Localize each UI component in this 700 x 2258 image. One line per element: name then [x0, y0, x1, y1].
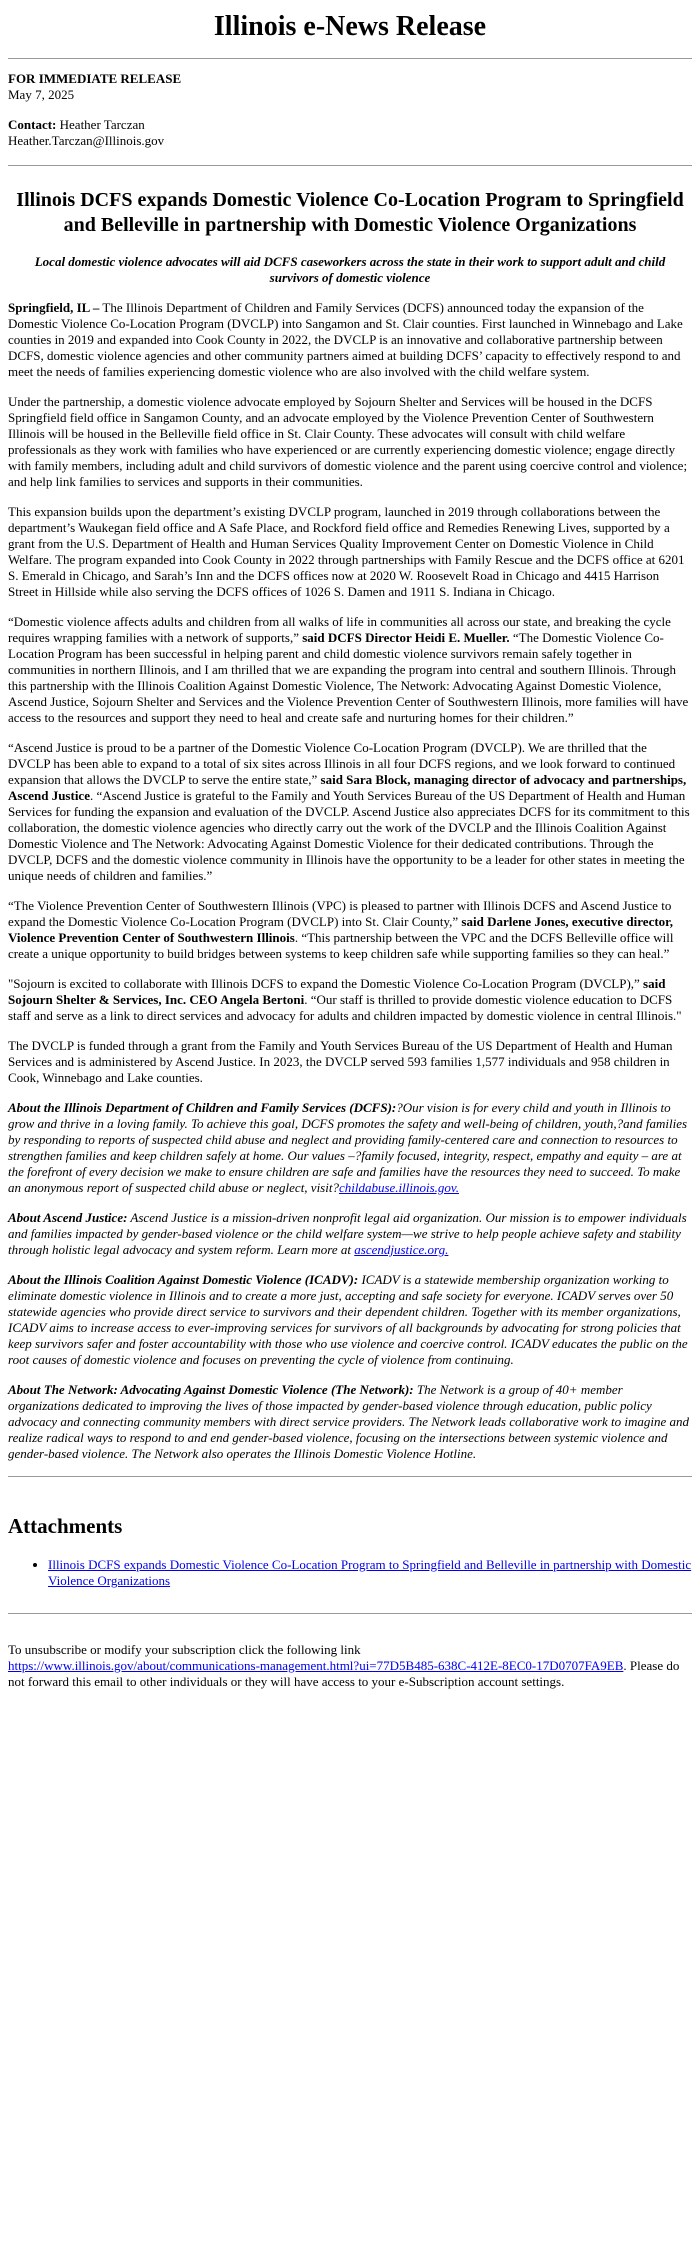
attachments-list — [8, 1557, 692, 1589]
paragraph-intro — [8, 300, 692, 380]
about-icadv-text: ICADV is a statewide membership organization working to eliminate domestic violence in Illinois and to create a more just, accepting and safe society for everyone. ICADV serves over 50 statewide agencies who provide direct service to survivors and their dependent children. Together with its member organizations, ICADV aims to increase access to ever-improving services for survivors of all backgrounds by advocating for strong policies that keep survivors safer and foster accountability with those who use violence and coercive control. ICADV educates the public on the root causes of domestic violence and focuses on preventing the cycle of violence from continuing. — [8, 1272, 688, 1367]
about-network-text: The Network is a group of 40+ member organizations dedicated to improving the lives of those impacted by gender-based violence through education, public policy advocacy and connecting community members with direct service providers. The Network leads collaborative work to imagine and realize radical ways to respond to and end gender-based violence, focusing on the intersections between systemic violence and gender-based violence. The Network also operates the Illinois Domestic Violence Hotline. — [8, 1382, 690, 1461]
footer-divider — [8, 1613, 692, 1614]
contact-block — [8, 117, 692, 149]
about-icadv — [8, 1272, 692, 1368]
quote-bertoni-a: "Sojourn is excited to collaborate with Illinois DCFS to expand the Domestic Violence Co-Location Program (DVCLP),” — [8, 976, 644, 991]
quote-bertoni-c: . “Our staff is thrilled to provide domestic violence education to DCFS staff and serve as a link to direct services and advocacy for adults and children impacted by domestic violence in central Illinois." — [8, 992, 682, 1023]
about-ascend-label: About Ascend Justice: — [8, 1210, 128, 1225]
paragraph-quote-mueller — [8, 614, 692, 726]
about-icadv-label: About the Illinois Coalition Against Domestic Violence (ICADV): — [8, 1272, 359, 1287]
about-network-label: About The Network: Advocating Against Domestic Violence (The Network): — [8, 1382, 414, 1397]
attachment-link[interactable]: Illinois DCFS expands Domestic Violence Co-Location Program to Springfield and Belleville in partnership with Domestic Violence Organizations — [48, 1557, 692, 1588]
unsubscribe-intro: To unsubscribe or modify your subscription click the following link — [8, 1642, 361, 1657]
about-dcfs-label: About the Illinois Department of Children and Family Services (DCFS): — [8, 1100, 397, 1115]
ascend-justice-link[interactable]: ascendjustice.org. — [354, 1242, 449, 1257]
paragraph-expansion: This expansion builds upon the department’s existing DVCLP program, launched in 2019 through collaborations between the department’s Waukegan field office and A Safe Place, and Rockford field office and Remedies Renewing Lives, supported by a grant from the U.S. Department of Health and Human Services Quality Improvement Center on Domestic Violence in Child Welfare. The program expanded into Cook County in 2022 through partnerships with Family Rescue and the DCFS office at 6201 S. Emerald in Chicago, and Sarah’s Inn and the DCFS offices now at 2020 W. Roosevelt Road in Chicago and 4415 Harrison Street in Hillside while also serving the DCFS offices of 1026 S. Damen and 1911 S. Indiana in Chicago. — [8, 504, 685, 599]
subhead: Local domestic violence advocates will aid DCFS caseworkers across the state in their work to support adult and child survivors of domestic violence — [34, 254, 666, 285]
unsubscribe-text — [8, 1642, 692, 1690]
masthead-title: Illinois e-News Release — [213, 11, 487, 42]
quote-block-c: . “Ascend Justice is grateful to the Family and Youth Services Bureau of the US Department of Health and Human Services for funding the expansion and evaluation of the DVCLP. Ascend Justice also appreciates DCFS for its commitment to this collaboration, the domestic violence agencies who directly carry out the work of the DVCLP and the Illinois Coalition Against Domestic Violence and The Network: Advocating Against Domestic Violence for their dedicated contributions. Through the DVCLP, DCFS and the domestic violence community in Illinois have the opportunity to be a leader for other states in meeting the unique needs of children and families.” — [8, 788, 690, 883]
footer — [8, 1636, 692, 1690]
quote-mueller-c: “The Domestic Violence Co-Location Program has been successful in helping parent and child domestic violence survivors remain safely together in communities in northern Illinois, and I am thrilled that we are expanding the program into central and southern Illinois. Through this partnership with the Illinois Coalition Against Domestic Violence, The Network: Advocating Against Domestic Violence, Ascend Justice, Sojourn Shelter and Services and the Violence Prevention Center of Southwestern Illinois, more families will have access to the resources and support they need to heal and create safe and nurturing homes for their children.” — [8, 630, 689, 725]
release-meta — [8, 71, 692, 103]
about-dcfs-text: ?Our vision is for every child and youth in Illinois to grow and thrive in a loving family. To achieve this goal, DCFS promotes the safety and well-being of children, youth,?and families by responding to reports of suspected child abuse and neglect and providing family-centered care and connection to resources to strengthen families and keep children safely at home. Our values –?family focused, integrity, respect, empathy and equity – are at the forefront of every decision we make to ensure children are safe and families have the resources they need to succeed. To make an anonymous report of suspected child abuse or neglect, visit? — [8, 1100, 688, 1195]
contact-email: Heather.Tarczan@Illinois.gov — [8, 133, 165, 148]
dateline: Springfield, IL – — [8, 300, 100, 315]
quote-mueller-a: “Domestic violence affects adults and children from all walks of life in communities all across our state, and breaking the cycle requires wrapping families with a network of supports,” — [8, 614, 671, 645]
paragraph-funding: The DVCLP is funded through a grant from the Family and Youth Services Bureau of the US Department of Health and Human Services and is administered by Ascend Justice. In 2023, the DVCLP served 593 families 1,577 individuals and 958 children in Cook, Winnebago and Lake counties. — [8, 1038, 673, 1085]
dcfs-report-link[interactable]: childabuse.illinois.gov. — [338, 1180, 459, 1195]
quote-block-a: “Ascend Justice is proud to be a partner of the Domestic Violence Co-Location Program (DVCLP). We are thrilled that the DVCLP has been able to expand to a total of six sites across Illinois in all four DCFS regions, and we look forward to continued expansion that allows the DVCLP to serve the entire state,” — [8, 740, 676, 787]
header-divider — [8, 165, 692, 166]
masthead-divider — [8, 58, 692, 59]
attachments-heading: Attachments — [8, 1514, 123, 1538]
quote-jones-c: . “This partnership between the VPC and the DCFS Belleville office will create a unique opportunity to build bridges between systems to keep children safe while supporting families so they can heal.” — [8, 930, 674, 961]
release-label: FOR IMMEDIATE RELEASE — [8, 71, 182, 86]
about-dcfs — [8, 1100, 692, 1196]
release-date: May 7, 2025 — [8, 87, 75, 102]
paragraph-quote-block — [8, 740, 692, 884]
unsubscribe-link[interactable]: https://www.illinois.gov/about/communications-management.html?ui=77D5B485-638C-412E-8EC0-17D0707FA9EB — [8, 1658, 624, 1673]
paragraph-intro-text: The Illinois Department of Children and Family Services (DCFS) announced today the expansion of the Domestic Violence Co-Location Program (DVCLP) into Sangamon and St. Clair counties. First launched in Winnebago and Lake counties in 2019 and expanded into Cook County in 2022, the DVCLP is an innovative and collaborative partnership between DCFS, domestic violence agencies and other community partners aimed at building DCFS’ capacity to effectively respond to and meet the needs of families experiencing domestic violence who are also involved with the child welfare system. — [8, 300, 683, 379]
paragraph-partnership: Under the partnership, a domestic violence advocate employed by Sojourn Shelter and Services will be housed in the DCFS Springfield field office in Sangamon County, and an advocate employed by the Violence Prevention Center of Southwestern Illinois will be housed in the Belleville field office in St. Clair County. These advocates will consult with child welfare professionals as they work with families who have experienced or are currently experiencing domestic violence; engage directly with family members, including adult and child survivors of domestic violence and the parent using coercive control and violence; and help link families to services and supports in their communities. — [8, 394, 688, 489]
attachments-divider — [8, 1476, 692, 1477]
paragraph-quote-jones — [8, 898, 692, 962]
attribution-mueller: said DCFS Director Heidi E. Mueller. — [302, 630, 510, 645]
attachment-item — [48, 1557, 692, 1589]
unsubscribe-outro: . Please do not forward this email to other individuals or they will have access to your e-Subscription account settings. — [8, 1658, 680, 1689]
attribution-bertoni: said Sojourn Shelter & Services, Inc. CEO Angela Bertoni — [8, 976, 666, 1007]
contact-label: Contact: — [8, 117, 57, 132]
headline: Illinois DCFS expands Domestic Violence Co-Location Program to Springfield and Belleville in partnership with Domestic Violence Organizations — [16, 189, 684, 236]
paragraph-quote-bertoni — [8, 976, 692, 1024]
about-ascend-text: Ascend Justice is a mission-driven nonprofit legal aid organization. Our mission is to empower individuals and families impacted by gender-based violence or the child welfare system—we strive to help people achieve safety and stability through holistic legal advocacy and system reform. Learn more at — [8, 1210, 687, 1257]
attribution-jones: said Darlene Jones, executive director, Violence Prevention Center of Southwestern Illinois — [8, 914, 673, 945]
contact-name: Heather Tarczan — [59, 117, 145, 132]
attribution-block: said Sara Block, managing director of advocacy and partnerships, Ascend Justice — [8, 772, 687, 803]
about-network — [8, 1382, 692, 1462]
about-ascend — [8, 1210, 692, 1258]
quote-jones-a: “The Violence Prevention Center of Southwestern Illinois (VPC) is pleased to partner with Illinois DCFS and Ascend Justice to expand the Domestic Violence Co-Location Program (DVCLP) into St. Clair County,” — [8, 898, 672, 929]
